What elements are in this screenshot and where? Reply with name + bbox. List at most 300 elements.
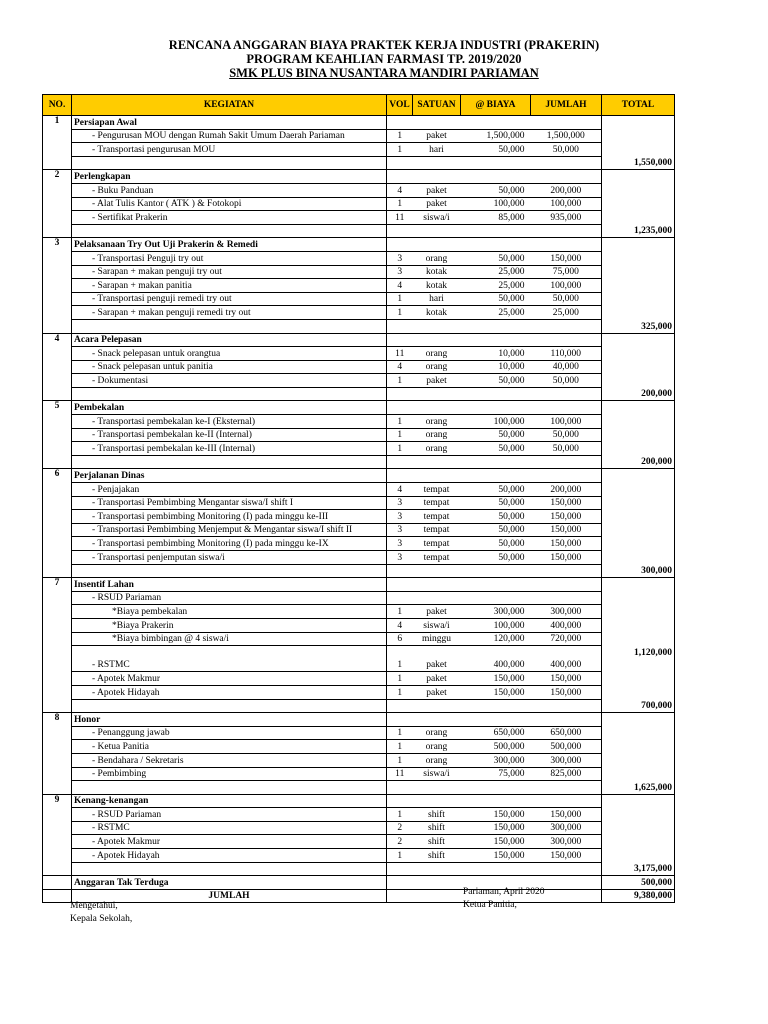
cell-tot: 200,000 — [602, 387, 675, 401]
cell-bia: 150,000 — [461, 849, 531, 863]
cell-empty — [413, 387, 461, 401]
cell-empty — [43, 442, 72, 456]
cell-empty — [461, 564, 531, 578]
cell-empty — [461, 156, 531, 170]
cell-empty — [602, 808, 675, 822]
cell-empty — [43, 821, 72, 835]
cell-empty — [387, 469, 413, 483]
cell-empty — [602, 523, 675, 537]
signature-acknowledge: Mengetahui, — [70, 901, 118, 911]
cell-empty — [602, 685, 675, 699]
table-body — [43, 116, 675, 903]
cell-vol: 1 — [387, 659, 413, 672]
cell-keg: - Alat Tulis Kantor ( ATK ) & Fotokopi — [72, 197, 387, 211]
cell-keg: Honor — [72, 713, 387, 727]
cell-empty — [531, 319, 602, 333]
cell-vol: 4 — [387, 618, 413, 632]
item-row — [43, 292, 675, 306]
col-header-satuan: SATUAN — [413, 95, 461, 116]
item-row — [43, 753, 675, 767]
cell-empty — [413, 646, 461, 659]
cell-empty — [43, 646, 72, 659]
item-row — [43, 129, 675, 143]
cell-empty — [43, 292, 72, 306]
cell-empty — [387, 564, 413, 578]
cell-empty — [43, 767, 72, 781]
cell-empty — [531, 781, 602, 795]
cell-bia: 400,000 — [461, 659, 531, 672]
cell-keg: - RSTMC — [72, 659, 387, 672]
cell-sat: shift — [413, 808, 461, 822]
cell-tot: 500,000 — [602, 876, 675, 890]
cell-empty — [531, 862, 602, 876]
cell-bia: 50,000 — [461, 292, 531, 306]
cell-keg: Pelaksanaan Try Out Uji Prakerin & Remedi — [72, 238, 387, 252]
cell-sat: hari — [413, 292, 461, 306]
cell-empty — [461, 401, 531, 415]
cell-bia: 50,000 — [461, 551, 531, 565]
cell-empty — [602, 374, 675, 388]
cell-empty — [43, 197, 72, 211]
cell-no: 6 — [43, 469, 72, 483]
cell-vol: 1 — [387, 849, 413, 863]
section-header-row — [43, 116, 675, 130]
cell-empty — [602, 211, 675, 225]
cell-empty — [413, 713, 461, 727]
col-header-biaya: @ BIAYA — [461, 95, 531, 116]
cell-jum: 150,000 — [531, 672, 602, 686]
cell-empty — [531, 333, 602, 347]
cell-keg: - Transportasi penguji remedi try out — [72, 292, 387, 306]
cell-bia: 50,000 — [461, 251, 531, 265]
col-header-kegiatan: KEGIATAN — [72, 95, 387, 116]
cell-empty — [43, 740, 72, 754]
cell-keg: *Biaya pembekalan — [72, 605, 387, 619]
item-row — [43, 211, 675, 225]
cell-empty — [43, 360, 72, 374]
cell-sat: siswa/i — [413, 211, 461, 225]
cell-sat: orang — [413, 726, 461, 740]
item-row — [43, 143, 675, 157]
cell-bia: 150,000 — [461, 835, 531, 849]
cell-empty — [387, 876, 413, 890]
cell-empty — [43, 659, 72, 672]
cell-keg: JUMLAH — [72, 889, 387, 903]
cell-vol: 3 — [387, 510, 413, 524]
cell-empty — [413, 564, 461, 578]
cell-jum: 500,000 — [531, 740, 602, 754]
cell-bia: 10,000 — [461, 360, 531, 374]
cell-empty — [602, 251, 675, 265]
cell-sat: paket — [413, 374, 461, 388]
cell-keg: Insentif Lahan — [72, 578, 387, 592]
item-row — [43, 849, 675, 863]
cell-empty — [43, 672, 72, 686]
cell-empty — [602, 537, 675, 551]
cell-empty — [531, 116, 602, 130]
cell-empty — [602, 347, 675, 361]
cell-vol: 11 — [387, 767, 413, 781]
cell-bia: 150,000 — [461, 672, 531, 686]
col-header-no: NO. — [43, 95, 72, 116]
item-row — [43, 767, 675, 781]
cell-keg: - Transportasi pembekalan ke-III (Internal) — [72, 442, 387, 456]
section-total-row — [43, 646, 675, 659]
cell-vol: 1 — [387, 428, 413, 442]
item-row — [43, 496, 675, 510]
col-header-jumlah: JUMLAH — [531, 95, 602, 116]
cell-sat: paket — [413, 197, 461, 211]
cell-jum: 150,000 — [531, 685, 602, 699]
grand-total-row — [43, 889, 675, 903]
cell-tot: 1,120,000 — [602, 646, 675, 659]
cell-bia: 50,000 — [461, 143, 531, 157]
section-header-row — [43, 401, 675, 415]
cell-jum: 400,000 — [531, 659, 602, 672]
cell-jum: 75,000 — [531, 265, 602, 279]
item-row — [43, 306, 675, 320]
cell-empty — [602, 659, 675, 672]
cell-empty — [43, 347, 72, 361]
cell-no: 7 — [43, 578, 72, 592]
cell-tot: 1,625,000 — [602, 781, 675, 795]
cell-empty — [461, 699, 531, 713]
cell-sat: shift — [413, 835, 461, 849]
item-row — [43, 360, 675, 374]
cell-vol: 1 — [387, 129, 413, 143]
cell-jum: 100,000 — [531, 415, 602, 429]
cell-bia: 150,000 — [461, 821, 531, 835]
cell-keg: - Apotek Hidayah — [72, 849, 387, 863]
cell-empty — [72, 156, 387, 170]
cell-keg: - Sertifikat Prakerin — [72, 211, 387, 225]
item-row — [43, 605, 675, 619]
cell-keg: - Transportasi pembekalan ke-I (Eksternal) — [72, 415, 387, 429]
cell-empty — [387, 781, 413, 795]
cell-jum: 300,000 — [531, 821, 602, 835]
unexpected-row — [43, 876, 675, 890]
cell-empty — [413, 469, 461, 483]
cell-empty — [387, 455, 413, 469]
cell-empty — [602, 767, 675, 781]
cell-empty — [43, 551, 72, 565]
cell-no: 2 — [43, 170, 72, 184]
cell-keg: - Apotek Hidayah — [72, 685, 387, 699]
cell-vol: 1 — [387, 292, 413, 306]
cell-keg: - Dokumentasi — [72, 374, 387, 388]
cell-empty — [531, 713, 602, 727]
cell-empty — [602, 415, 675, 429]
cell-empty — [602, 753, 675, 767]
section-header-row — [43, 333, 675, 347]
cell-empty — [43, 808, 72, 822]
cell-tot: 9,380,000 — [602, 889, 675, 903]
cell-keg: - Ketua Panitia — [72, 740, 387, 754]
cell-empty — [43, 319, 72, 333]
signature-head-title: Kepala Sekolah, — [70, 914, 133, 924]
section-total-row — [43, 862, 675, 876]
section-header-row — [43, 469, 675, 483]
cell-empty — [43, 632, 72, 646]
item-row — [43, 415, 675, 429]
cell-empty — [43, 537, 72, 551]
cell-empty — [602, 333, 675, 347]
cell-empty — [531, 401, 602, 415]
cell-empty — [602, 129, 675, 143]
cell-vol: 1 — [387, 753, 413, 767]
cell-empty — [602, 483, 675, 497]
cell-jum: 300,000 — [531, 835, 602, 849]
cell-empty — [72, 224, 387, 238]
cell-empty — [461, 469, 531, 483]
cell-vol: 3 — [387, 251, 413, 265]
cell-vol: 3 — [387, 537, 413, 551]
cell-empty — [43, 876, 72, 890]
cell-bia: 50,000 — [461, 442, 531, 456]
cell-keg: Perlengkapan — [72, 170, 387, 184]
cell-jum: 150,000 — [531, 849, 602, 863]
cell-empty — [602, 401, 675, 415]
cell-empty — [43, 129, 72, 143]
cell-no: 9 — [43, 794, 72, 808]
cell-empty — [602, 238, 675, 252]
cell-jum: 50,000 — [531, 292, 602, 306]
cell-empty — [413, 455, 461, 469]
item-row — [43, 726, 675, 740]
cell-empty — [413, 333, 461, 347]
cell-bia: 75,000 — [461, 767, 531, 781]
cell-empty — [602, 849, 675, 863]
section-total-row — [43, 699, 675, 713]
cell-sat: kotak — [413, 279, 461, 293]
cell-sat: tempat — [413, 551, 461, 565]
cell-sat: tempat — [413, 496, 461, 510]
cell-empty — [461, 116, 531, 130]
cell-empty — [531, 156, 602, 170]
cell-keg: Perjalanan Dinas — [72, 469, 387, 483]
cell-jum: 50,000 — [531, 428, 602, 442]
cell-empty — [413, 876, 461, 890]
cell-empty — [43, 781, 72, 795]
cell-vol: 11 — [387, 211, 413, 225]
signature-place-date: Pariaman, April 2020 — [463, 887, 545, 897]
cell-empty — [413, 238, 461, 252]
cell-empty — [72, 564, 387, 578]
cell-jum: 200,000 — [531, 183, 602, 197]
cell-empty — [461, 578, 531, 592]
cell-keg: Anggaran Tak Terduga — [72, 876, 387, 890]
cell-jum: 100,000 — [531, 279, 602, 293]
section-total-row — [43, 781, 675, 795]
cell-empty — [602, 197, 675, 211]
cell-empty — [602, 835, 675, 849]
section-total-row — [43, 455, 675, 469]
cell-empty — [387, 116, 413, 130]
cell-empty — [43, 496, 72, 510]
cell-keg: - RSTMC — [72, 821, 387, 835]
subsection-row — [43, 591, 675, 605]
cell-vol: 4 — [387, 279, 413, 293]
cell-empty — [43, 605, 72, 619]
cell-empty — [461, 781, 531, 795]
cell-empty — [602, 306, 675, 320]
cell-jum: 150,000 — [531, 510, 602, 524]
cell-vol: 1 — [387, 197, 413, 211]
cell-sat: kotak — [413, 306, 461, 320]
cell-empty — [43, 428, 72, 442]
cell-empty — [461, 794, 531, 808]
item-row — [43, 523, 675, 537]
cell-jum: 1,500,000 — [531, 129, 602, 143]
cell-sat: orang — [413, 347, 461, 361]
cell-empty — [387, 319, 413, 333]
cell-empty — [602, 726, 675, 740]
item-row — [43, 183, 675, 197]
cell-jum: 200,000 — [531, 483, 602, 497]
cell-keg: - Apotek Makmur — [72, 835, 387, 849]
cell-empty — [387, 387, 413, 401]
item-row — [43, 442, 675, 456]
cell-sat: hari — [413, 143, 461, 157]
cell-empty — [461, 319, 531, 333]
cell-empty — [602, 265, 675, 279]
cell-sat: minggu — [413, 632, 461, 646]
cell-empty — [531, 387, 602, 401]
cell-empty — [387, 170, 413, 184]
cell-vol: 1 — [387, 415, 413, 429]
cell-empty — [43, 156, 72, 170]
cell-vol: 1 — [387, 726, 413, 740]
section-header-row — [43, 794, 675, 808]
cell-vol: 4 — [387, 483, 413, 497]
cell-empty — [387, 401, 413, 415]
section-total-row — [43, 564, 675, 578]
cell-empty — [602, 143, 675, 157]
section-total-row — [43, 156, 675, 170]
cell-vol: 1 — [387, 685, 413, 699]
cell-bia: 1,500,000 — [461, 129, 531, 143]
cell-empty — [43, 849, 72, 863]
cell-empty — [602, 170, 675, 184]
cell-empty — [72, 646, 387, 659]
cell-tot: 1,550,000 — [602, 156, 675, 170]
cell-jum: 50,000 — [531, 374, 602, 388]
cell-keg: - Bendahara / Sekretaris — [72, 753, 387, 767]
cell-bia: 100,000 — [461, 618, 531, 632]
cell-empty — [413, 401, 461, 415]
cell-empty — [387, 699, 413, 713]
budget-table — [42, 94, 675, 903]
cell-keg: - Transportasi Penguji try out — [72, 251, 387, 265]
cell-empty — [602, 469, 675, 483]
cell-bia: 50,000 — [461, 374, 531, 388]
cell-empty — [461, 224, 531, 238]
cell-no: 4 — [43, 333, 72, 347]
cell-bia: 500,000 — [461, 740, 531, 754]
cell-sat: siswa/i — [413, 767, 461, 781]
item-row — [43, 279, 675, 293]
item-row — [43, 808, 675, 822]
cell-empty — [602, 740, 675, 754]
cell-vol: 1 — [387, 143, 413, 157]
item-row — [43, 740, 675, 754]
cell-vol: 1 — [387, 808, 413, 822]
cell-empty — [461, 238, 531, 252]
cell-jum: 150,000 — [531, 537, 602, 551]
cell-sat: orang — [413, 740, 461, 754]
cell-sat: shift — [413, 849, 461, 863]
cell-empty — [461, 646, 531, 659]
cell-bia: 50,000 — [461, 510, 531, 524]
cell-sat: siswa/i — [413, 618, 461, 632]
cell-bia: 100,000 — [461, 415, 531, 429]
cell-bia: 120,000 — [461, 632, 531, 646]
cell-empty — [72, 455, 387, 469]
item-row — [43, 510, 675, 524]
item-row — [43, 685, 675, 699]
section-header-row — [43, 170, 675, 184]
cell-empty — [531, 646, 602, 659]
cell-keg: - Snack pelepasan untuk panitia — [72, 360, 387, 374]
cell-tot: 300,000 — [602, 564, 675, 578]
cell-bia: 300,000 — [461, 753, 531, 767]
cell-empty — [43, 753, 72, 767]
cell-empty — [413, 889, 461, 903]
cell-empty — [387, 333, 413, 347]
cell-empty — [387, 889, 413, 903]
section-header-row — [43, 238, 675, 252]
cell-bia: 25,000 — [461, 279, 531, 293]
cell-empty — [602, 292, 675, 306]
cell-empty — [531, 170, 602, 184]
cell-jum: 100,000 — [531, 197, 602, 211]
cell-empty — [461, 591, 531, 605]
cell-sat: orang — [413, 753, 461, 767]
cell-vol: 6 — [387, 632, 413, 646]
cell-empty — [43, 835, 72, 849]
cell-vol: 1 — [387, 374, 413, 388]
cell-empty — [531, 564, 602, 578]
cell-empty — [413, 319, 461, 333]
cell-empty — [43, 183, 72, 197]
cell-empty — [413, 170, 461, 184]
cell-empty — [43, 564, 72, 578]
cell-bia: 25,000 — [461, 306, 531, 320]
item-row — [43, 672, 675, 686]
cell-empty — [602, 578, 675, 592]
cell-sat: paket — [413, 672, 461, 686]
cell-empty — [43, 279, 72, 293]
cell-vol: 4 — [387, 183, 413, 197]
cell-keg: Acara Pelepasan — [72, 333, 387, 347]
cell-vol: 11 — [387, 347, 413, 361]
cell-vol: 1 — [387, 442, 413, 456]
cell-empty — [461, 170, 531, 184]
cell-keg: - Pengurusan MOU dengan Rumah Sakit Umum Daerah Pariaman — [72, 129, 387, 143]
cell-keg: - Pembimbing — [72, 767, 387, 781]
cell-bia: 85,000 — [461, 211, 531, 225]
cell-jum: 400,000 — [531, 618, 602, 632]
cell-bia: 150,000 — [461, 685, 531, 699]
cell-empty — [413, 578, 461, 592]
cell-sat: kotak — [413, 265, 461, 279]
cell-bia: 50,000 — [461, 483, 531, 497]
cell-empty — [43, 862, 72, 876]
cell-vol: 1 — [387, 605, 413, 619]
cell-empty — [43, 483, 72, 497]
cell-empty — [602, 360, 675, 374]
cell-empty — [602, 794, 675, 808]
